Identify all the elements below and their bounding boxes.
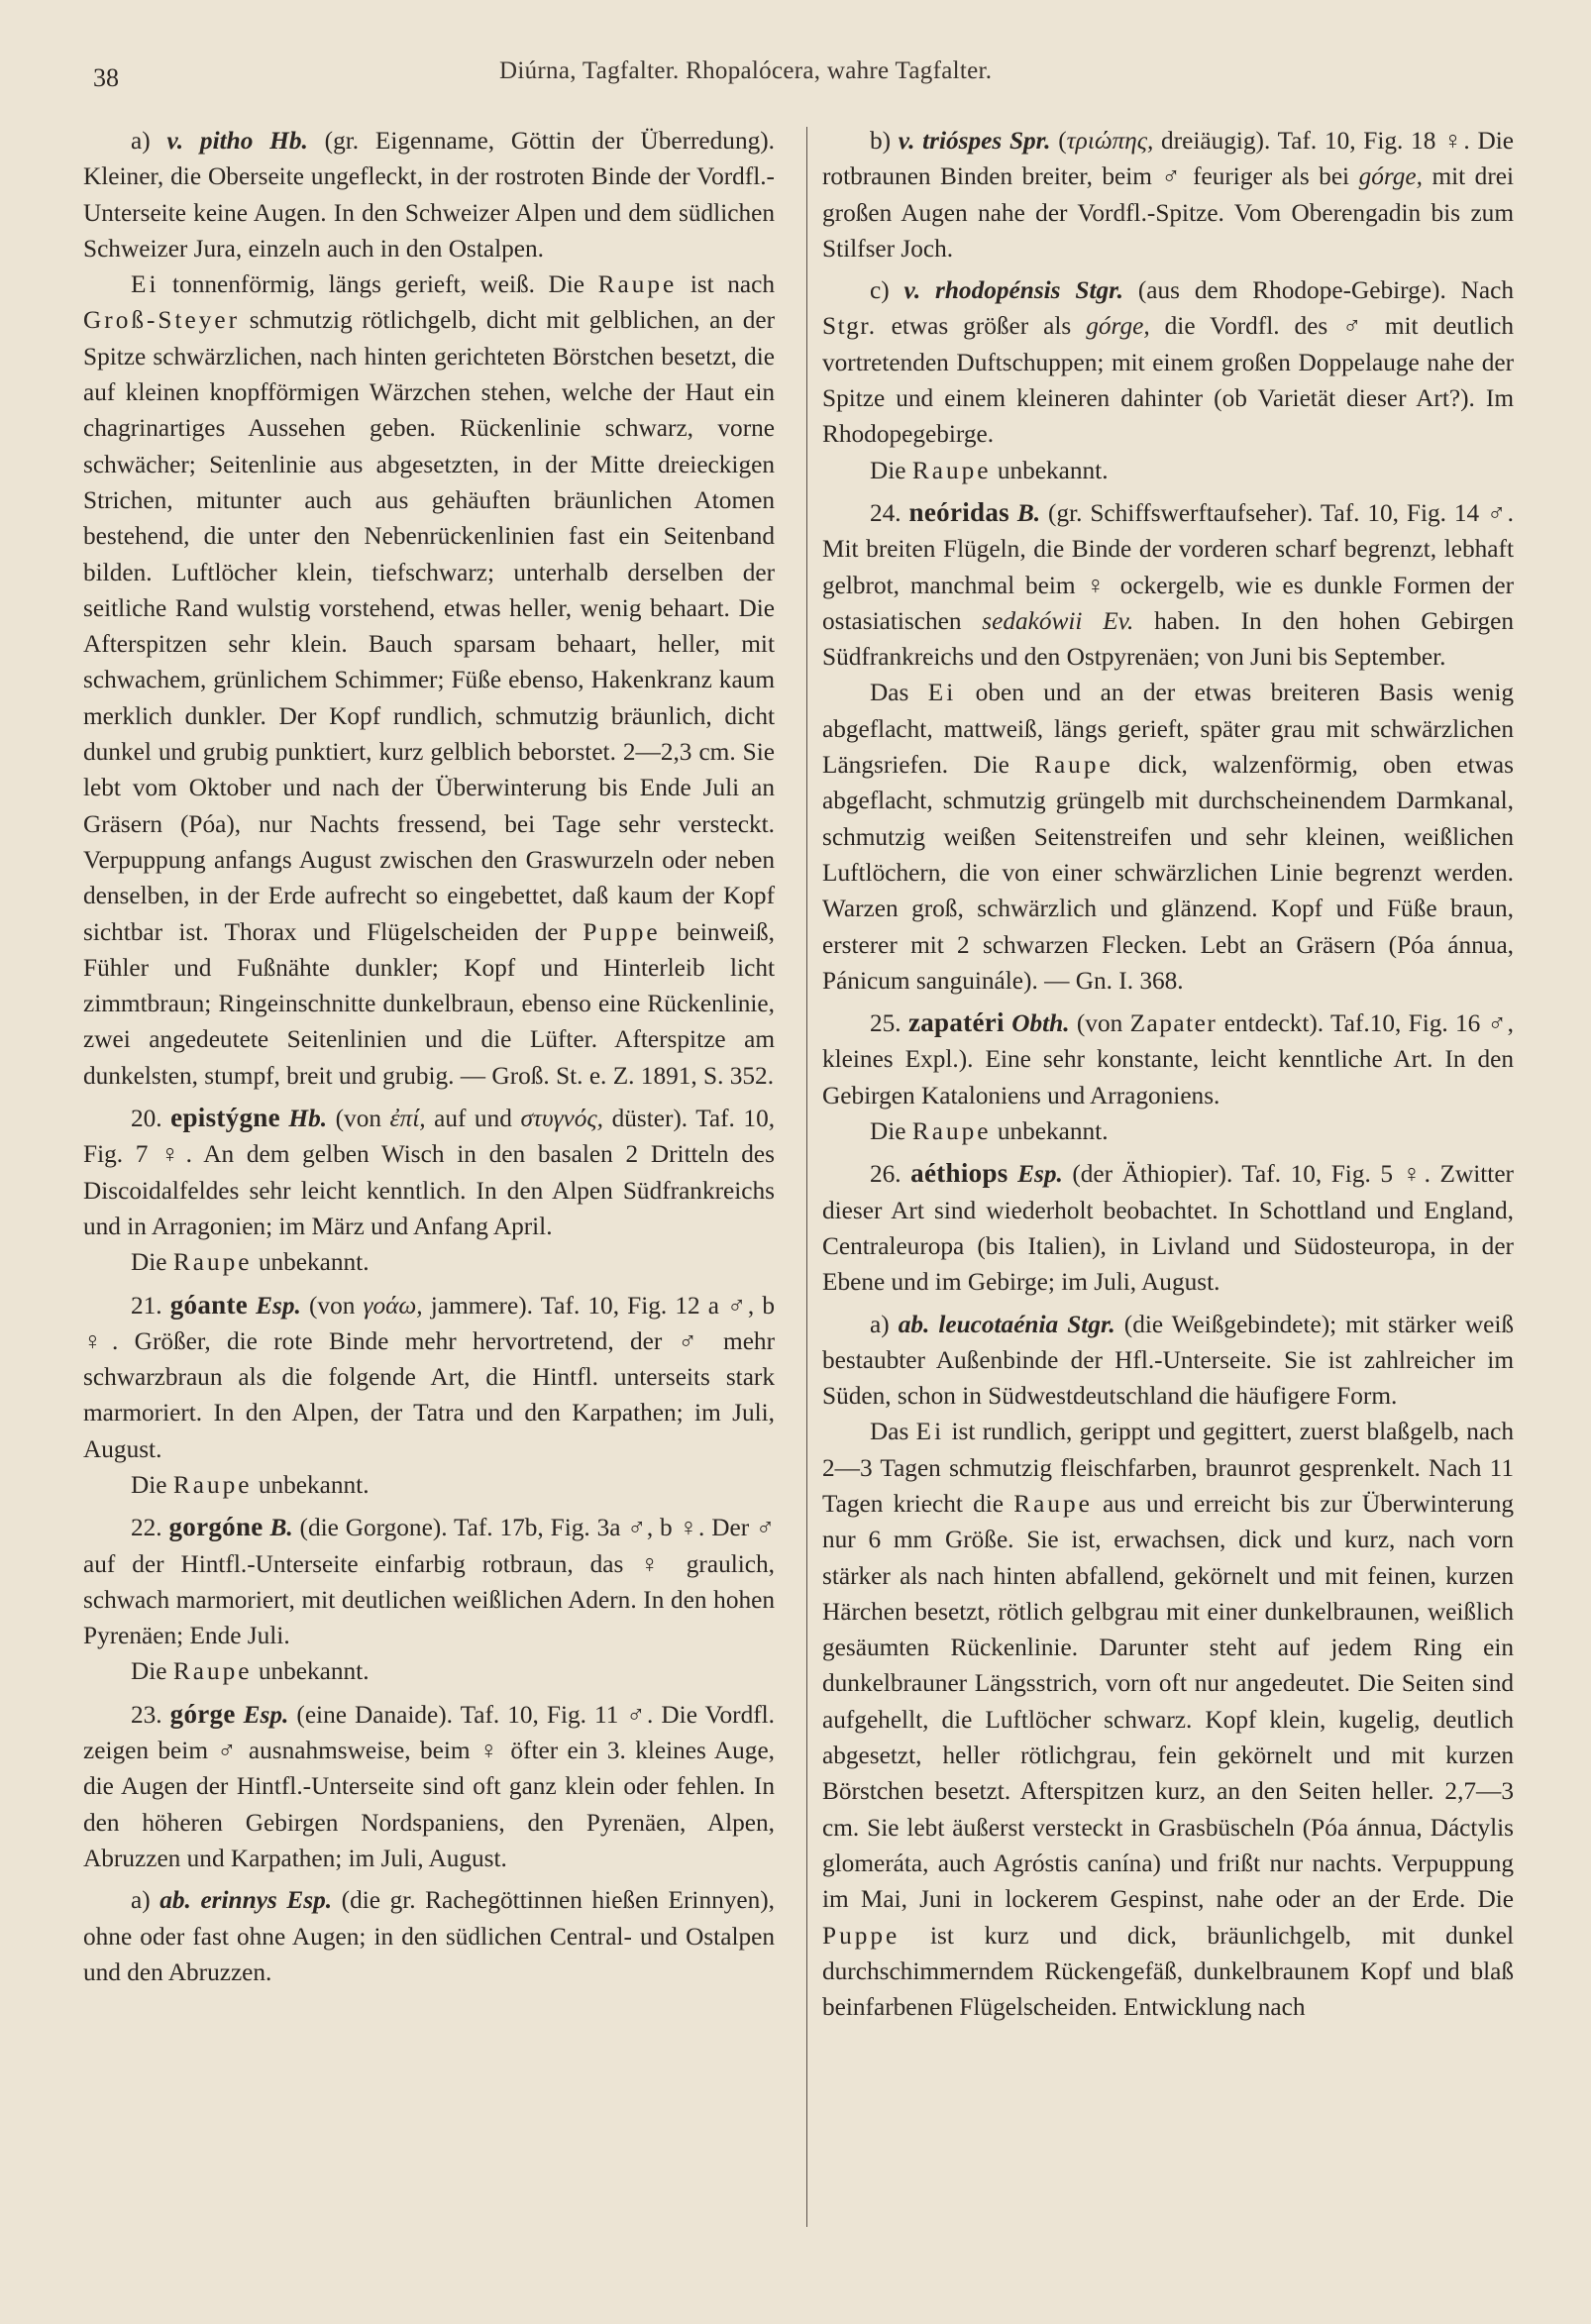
entry-rhodopensis: c) v. rhodopénsis Stgr. (aus dem Rhodope-Gebirge). Nach Stgr. etwas größer als górge, die Vordfl. des ♂ mit deutlich vortretenden Duftschuppen; mit einem großen Doppelauge nahe der Spitze und einem kleineren dahinter (ob Varietät dieser Art?). Im Rhodopegebirge. — [822, 276, 1515, 449]
entry-leucotaenia: a) ab. leucotaénia Stgr. (die Weißgebindete); mit stärker weiß bestaubter Außenbinde der Hfl.-Unterseite. Sie ist zahlreicher im Süden, schon in Südwestdeutschland die häufigere Form. — [822, 1310, 1515, 1411]
neoridas-description: Das Ei oben und an der etwas breiteren Basis wenig abgeflacht, mattweiß, längs gerieft, später grau mit schwärzlichen Längsriefen. Die Raupe dick, walzenförmig, oben etwas abgeflacht, schmutzig grüngelb mit durchscheinendem Darmkanal, schmutzig weißen Seitenstreifen und sehr kleinen, weißlichen Luftlöchern, die von einer schwärzlichen Linie begrenzt werden. Warzen groß, schwärzlich und glänzend. Kopf und Füße braun, ersterer mit 2 schwarzen Flecken. Lebt an Gräsern (Póa ánnua, Pánicum sanguinále). — Gn. I. 368. — [822, 679, 1515, 995]
entry-25-zapateri: 25. zapatéri Obth. (von Zapater entdeckt). Taf.10, Fig. 16 ♂, kleines Expl.). Eine sehr konstante, leicht kenntliche Art. In den Gebirgen Kataloniens und Arragoniens. — [822, 1007, 1514, 1109]
pitho-description: Ei tonnenförmig, längs gerieft, weiß. Die Raupe ist nach Groß-Steyer schmutzig rötlichgelb, dicht mit gelblichen, an der Spitze schwärzlichen, nach hinten gerichteten Börstchen besetzt, die auf kleinen knopfförmigen Wärzchen stehen, welche der Haut ein chagrinartiges Aussehen geben. Rückenlinie schwarz, vorne schwächer; Seitenlinie aus abgesetzten, in der Mitte dreieckigen Strichen, mitunter auch aus gehäuften bräunlichen Atomen bestehend, die unter den Nebenrückenlinien fast ein Seitenband bilden. Luftlöcher klein, tiefschwarz; unterhalb derselben der seitliche Rand wulstig vorstehend, etwas heller, wenig behaart. Die Afterspitzen sehr klein. Bauch sparsam behaart, heller, mit schwachem, grünlichem Schimmer; Füße ebenso, Hakenkranz kaum merklich dunkler. Der Kopf rundlich, schmutzig bräunlich, dicht dunkel und grubig punktiert, kurz gelblich beborstet. 2—2,3 cm. Sie lebt vom Oktober und nach der Überwinterung bis Ende Juli an Gräsern (Póa), nur Nachts fressend, bei Tage sehr versteckt. Verpuppung anfangs August zwischen den Graswurzeln oder neben denselben, in der Erde aufrecht so eingebettet, daß kaum der Kopf sichtbar ist. Thorax und Flügelscheiden der Puppe beinweiß, Fühler und Fußnähte dunkler; Kopf und Hinterleib licht zimmtbraun; Ringeinschnitte dunkelbraun, ebenso eine Rückenlinie, zwei angedeutete Seitenlinien und die Lüfter. Afterspitze am dunkelsten, stumpf, breit und grubig. — Groß. St. e. Z. 1891, S. 352. — [83, 270, 776, 1090]
entry-21-goante: 21. góante Esp. (von γοάω, jammere). Taf. 10, Fig. 12 a ♂, b ♀. Größer, die rote Binde mehr hervortretend, der ♂ mehr schwarzbraun als die folgende Art, die Hintfl. unterseits stark marmoriert. In den Alpen, der Tatra und den Karpathen; im Juli, August. — [83, 1289, 775, 1463]
running-title: Diúrna, Tagfalter. Rhopalócera, wahre Tagfalter. — [499, 57, 993, 84]
column-divider — [806, 127, 807, 2227]
entry-23-gorge: 23. górge Esp. (eine Danaide). Taf. 10, Fig. 11 ♂. Die Vordfl. zeigen beim ♂ ausnahmsweise, beim ♀ öfter ein 3. kleines Auge, die Augen der Hintfl.-Unterseite sind oft ganz klein oder fehlen. In den höheren Gebirgen Nordspaniens, den Pyrenäen, Alpen, Abruzzen und Karpathen; im Juli, August. — [83, 1698, 775, 1872]
raupe-unknown-25: Die Raupe unbekannt. — [870, 1117, 1109, 1146]
raupe-unknown-21: Die Raupe unbekannt. — [131, 1470, 370, 1499]
page-number: 38 — [93, 63, 119, 92]
entry-22-gorgone: 22. gorgóne B. (die Gorgone). Taf. 17b, Fig. 3a ♂, b ♀. Der ♂ auf der Hintfl.-Unterseite einfarbig rotbraun, das ♀ graulich, schwach marmoriert, mit deutlichen weißlichen Adern. In den hohen Pyrenäen; Ende Juli. — [83, 1512, 776, 1650]
aethiops-description: Das Ei ist rundlich, gerippt und gegittert, zuerst blaßgelb, nach 2—3 Tagen schmutzig fleischfarben, braunrot gesprenkelt. Nach 11 Tagen kriecht die Raupe aus und erreicht bis zur Überwinterung nur 6 mm Größe. Sie ist, erwachsen, dick und kurz, nach vorn stärker als nach hinten abfallend, gekörnelt und mit feinen, kurzen Härchen besetzt, rötlich gelbgrau mit einer dunkelbraunen, weißlich gesäumten Rückenlinie. Darunter steht auf jedem Ring ein dunkelbrauner Längsstrich, vorn oft nur angedeutet. Die Seiten sind aufgehellt, die Luftlöcher schwarz. Kopf klein, kugelig, deutlich abgesetzt, heller rötlichgrau, fein gekörnelt und mit kurzen Börstchen besetzt. Afterspitzen kurz, an den Seiten heller. 2,7—3 cm. Sie lebt äußerst versteckt in Grasbüscheln (Póa ánnua, Dáctylis glomeráta, auch Agróstis canína) und frißt nur nachts. Verpuppung im Mai, Juni in lockerem Gespinst, nahe oder an der Erde. Die Puppe ist kurz und dick, bräunlichgelb, mit dunkel durchschimmerndem Rückengefäß, dunkelbraunem Kopf und blaß beinfarbenen Flügelscheiden. Entwicklung nach — [822, 1418, 1515, 2022]
entry-erinnys: a) ab. erinnys Esp. (die gr. Rachegöttinnen hießen Erinnyen), ohne oder fast ohne Augen; in den südlichen Central- und Ostalpen und den Abruzzen. — [83, 1886, 776, 1986]
entry-20-epistygne: 20. epistýgne Hb. (von ἐπί, auf und στυγνός, düster). Taf. 10, Fig. 7 ♀. An dem gelben Wisch in den basalen 2 Dritteln des Discoidalfeldes sehr leicht kenntlich. In den Alpen Südfrankreichs und in Arragonien; im März und Anfang April. — [83, 1103, 776, 1240]
left-column — [83, 123, 775, 1990]
raupe-unknown-22: Die Raupe unbekannt. — [131, 1657, 370, 1686]
entry-26-aethiops: 26. aéthiops Esp. (der Äthiopier). Taf. 10, Fig. 5 ♀. Zwitter dieser Art sind wiederholt beobachtet. In Schottland und England, Centraleuropa (bis Italien), in Livland und Südosteuropa, in der Ebene und im Gebirge; im Juli, August. — [822, 1158, 1514, 1297]
entry-triopes: b) v. trióspes Spr. (τριώπης, dreiäugig). Taf. 10, Fig. 18 ♀. Die rotbraunen Binden breiter, beim ♂ feuriger als bei górge, mit drei großen Augen nahe der Vordfl.-Spitze. Vom Oberengadin bis zum Stilfser Joch. — [822, 127, 1515, 263]
page-header — [85, 57, 1532, 97]
entry-24-neoridas: 24. neóridas B. (gr. Schiffswerftaufseher). Taf. 10, Fig. 14 ♂. Mit breiten Flügeln, die Binde der vorderen scharf begrenzt, lebhaft gelbrot, manchmal beim ♀ ockergelb, wie es dunkle Formen der ostasiatischen sedakówii Ev. haben. In den hohen Gebirgen Südfrankreichs und den Ostpyrenäen; von Juni bis September. — [822, 496, 1515, 672]
raupe-unknown-rhodopensis: Die Raupe unbekannt. — [870, 456, 1109, 484]
raupe-unknown-20: Die Raupe unbekannt. — [131, 1248, 370, 1277]
right-column — [822, 123, 1514, 2025]
entry-pitho: a) v. pitho Hb. (gr. Eigenname, Göttin der Überredung). Kleiner, die Oberseite ungefleckt, in der rostroten Binde der Vordfl.-Unterseite keine Augen. In den Schweizer Alpen und dem südlichen Schweizer Jura, einzeln auch in den Ostalpen. — [83, 127, 775, 263]
